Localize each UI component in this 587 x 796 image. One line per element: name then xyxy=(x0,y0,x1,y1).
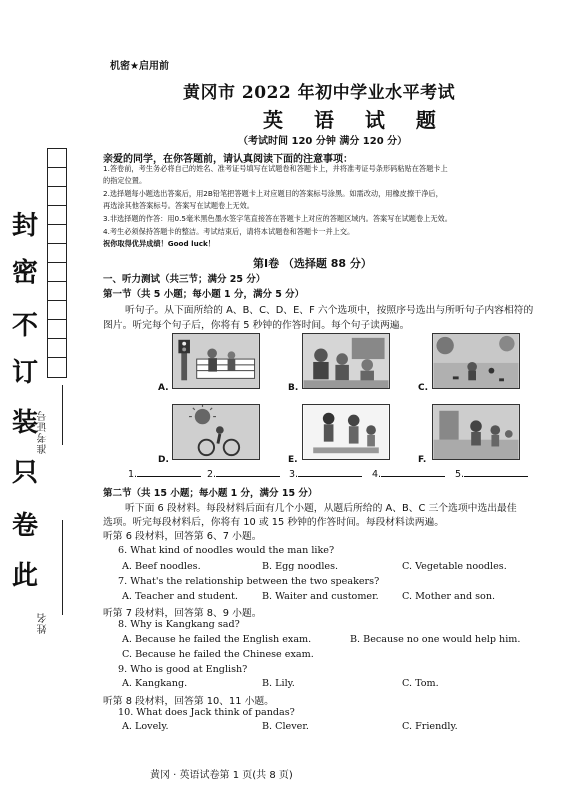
picture-label: E. xyxy=(288,455,298,465)
exam-title: 黄冈市 2022 年初中学业水平考试 xyxy=(183,83,456,103)
option-a: A. Beef noodles. xyxy=(122,561,201,572)
picture-label: A. xyxy=(158,383,169,393)
material-heading: 听第 6 段材料，回答第 6、7 小题。 xyxy=(103,531,262,542)
seal-char: 订 xyxy=(11,358,38,388)
answer-blank-5[interactable]: 5. xyxy=(455,469,528,480)
section2-heading: 第二节（共 15 小题；每小题 1 分，满分 15 分） xyxy=(103,488,318,499)
picture-label: B. xyxy=(288,383,299,393)
cyclist-sun-icon xyxy=(172,404,260,460)
question-text: 7. What's the relationship between the two speakers? xyxy=(118,576,380,587)
littered-park-icon xyxy=(432,333,520,389)
secret-label: 机密★启用前 xyxy=(110,61,169,72)
section-heading: 一、听力测试（共三节；满分 25 分） xyxy=(103,274,266,285)
picture-label: D. xyxy=(158,455,169,465)
notice-item: 3.非选择题的作答：用0.5毫米黑色墨水签字笔直接答在答题卡上对应的答题区域内。答案写在试题卷上无效。 xyxy=(103,214,452,223)
section2-instruction: 听下面 6 段材料。每段材料后面有几个小题，从题后所给的 A、B、C 三个选项中选出最佳 xyxy=(125,503,517,514)
notice-item: 2.选择题每小题选出答案后，用2B铅笔把答题卡上对应题目的答案标号涂黑。如需改动，用橡皮擦干净后， xyxy=(103,189,443,198)
answer-blank-2[interactable]: 2. xyxy=(207,469,280,480)
material-heading: 听第 7 段材料，回答第 8、9 小题。 xyxy=(103,608,262,619)
section1-instruction: 图片。听完每个句子后，你将有 5 秒钟的作答时间。每个句子读两遍。 xyxy=(103,320,410,331)
seal-char: 不 xyxy=(11,311,38,341)
option-b: B. Egg noodles. xyxy=(262,561,339,572)
option-a: A. Because he failed the English exam. xyxy=(122,634,312,645)
question-text: 10. What does Jack think of pandas? xyxy=(118,707,295,718)
notice-greeting: 亲爱的同学，在你答题前，请认真阅读下面的注意事项： xyxy=(103,154,353,165)
option-a: A. Lovely. xyxy=(122,721,169,732)
option-c: C. Mother and son. xyxy=(402,591,496,602)
classroom-scene-icon xyxy=(302,333,390,389)
notice-item: 4.考生必须保持答题卡的整洁。考试结束后，请将本试题卷和答题卡一并上交。 xyxy=(103,227,355,236)
part-title: 第Ⅰ卷 （选择题 88 分） xyxy=(253,257,372,270)
seal-char: 只 xyxy=(11,458,38,488)
section2-instruction: 选项。听完每段材料后，你将有 10 或 15 秒钟的作答时间。每段材料读两遍。 xyxy=(103,517,445,528)
seal-char: 卷 xyxy=(11,511,38,541)
subject-title: 英 语 试 题 xyxy=(263,108,448,132)
section1-instruction: 听句子。从下面所给的 A、B、C、D、E、F 六个选项中，按照序号选出与所听句子内容相符的 xyxy=(125,305,534,316)
question-text: 9. Who is good at English? xyxy=(118,664,248,675)
page-footer: 黄冈 · 英语试卷第 1 页(共 8 页) xyxy=(150,770,293,781)
option-b: B. Waiter and customer. xyxy=(262,591,379,602)
option-b: B. Clever. xyxy=(262,721,309,732)
name-label: 姓名 xyxy=(38,612,49,634)
section1-heading: 第一节（共 5 小题；每小题 1 分，满分 5 分） xyxy=(103,289,305,300)
option-a: A. Kangkang. xyxy=(122,678,188,689)
binding-strip xyxy=(0,0,100,796)
seal-char: 此 xyxy=(11,561,38,591)
picture-label: F. xyxy=(418,455,427,465)
answer-blank-3[interactable]: 3. xyxy=(289,469,362,480)
question-text: 8. Why is Kangkang sad? xyxy=(118,619,240,630)
question-text: 6. What kind of noodles would the man like? xyxy=(118,545,335,556)
material-heading: 听第 8 段材料，回答第 10、11 小题。 xyxy=(103,696,274,707)
exam-id-boxes[interactable] xyxy=(47,148,67,378)
option-a: A. Teacher and student. xyxy=(122,591,238,602)
traffic-scene-icon xyxy=(172,333,260,389)
option-c: C. Tom. xyxy=(402,678,439,689)
option-b: B. Because no one would help him. xyxy=(350,634,521,645)
family-garden-icon xyxy=(432,404,520,460)
notice-item: 的指定位置。 xyxy=(103,176,147,185)
name-line[interactable] xyxy=(62,520,63,615)
picture-label: C. xyxy=(418,383,429,393)
option-c: C. Vegetable noodles. xyxy=(402,561,507,572)
exam-id-label: 准考证号 xyxy=(38,410,49,454)
seal-char: 封 xyxy=(11,211,38,241)
option-c: C. Friendly. xyxy=(402,721,458,732)
seal-char: 装 xyxy=(11,408,38,438)
seal-char: 密 xyxy=(11,258,38,288)
exam-id-line[interactable] xyxy=(62,385,63,445)
notice-item: 再选涂其他答案标号。答案写在试题卷上无效。 xyxy=(103,201,254,210)
option-c: C. Because he failed the Chinese exam. xyxy=(122,649,314,660)
option-b: B. Lily. xyxy=(262,678,295,689)
time-info: （考试时间 120 分钟 满分 120 分） xyxy=(238,136,408,147)
answer-blank-1[interactable]: 1. xyxy=(128,469,201,480)
family-chores-icon xyxy=(302,404,390,460)
notice-item: 祝你取得优异成绩！Good luck！ xyxy=(103,239,215,248)
notice-item: 1.答卷前，考生务必将自己的姓名、准考证号填写在试题卷和答题卡上，并将准考证号条形码粘贴在答题卡上 xyxy=(103,164,448,173)
answer-blank-4[interactable]: 4. xyxy=(372,469,445,480)
